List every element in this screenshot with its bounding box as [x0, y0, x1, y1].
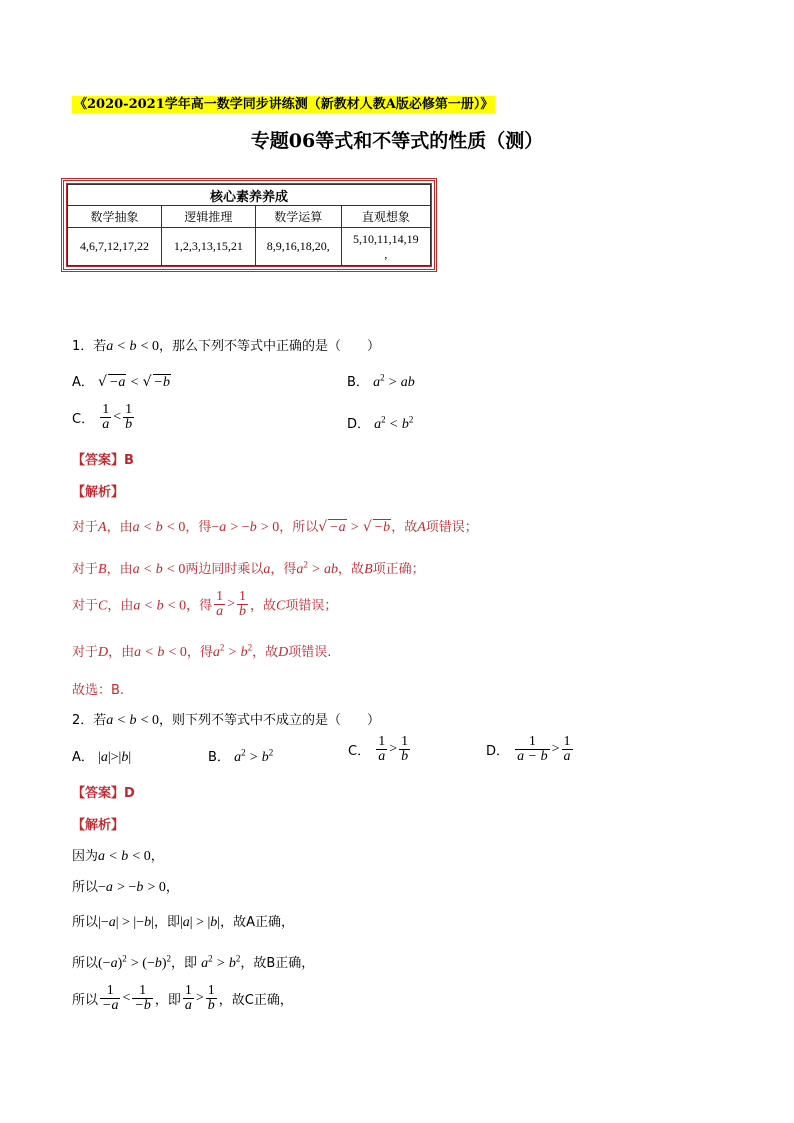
q1-option-a: A． √ −a < √ −b — [72, 374, 170, 390]
core-col-2: 逻辑推理 — [161, 206, 255, 228]
q1-lc-4: ，故 — [250, 598, 277, 614]
q2-l3a: 所以 — [72, 915, 99, 930]
core-literacy-table-frame — [61, 178, 437, 272]
q1-la-5: ，故 — [391, 520, 418, 535]
q1-option-c: C． $\frac{1}{a}$ < $\frac{1}{b}$ — [72, 402, 133, 432]
q2-l1-text: 因为 — [72, 849, 99, 864]
q1-analysis-b: 对于B，由a < b < 0两边同时乘以a，得$a^2$ > ab，故B项正确； — [72, 559, 425, 577]
q1-lb-6: 项正确； — [372, 562, 425, 577]
core-val-4 — [341, 228, 430, 266]
q1-la-6: 项错误； — [425, 520, 478, 535]
q2-l4b: ，即 — [171, 956, 198, 971]
q1-lb-4: ，得 — [270, 562, 297, 577]
q2-l5c: ，故C正确， — [218, 993, 293, 1008]
q2-opt-c-label: C． — [348, 744, 371, 759]
q1-ld-4: ，故 — [252, 645, 279, 660]
core-val-3: 8,9,16,18,20, — [255, 228, 341, 266]
q2-answer: 【答案】D — [72, 786, 135, 801]
q1-ld-2: ，由 — [108, 645, 135, 660]
q1-stem-prefix: 1．若 — [72, 339, 107, 354]
q1-ld-5: 项错误. — [288, 645, 332, 660]
core-literacy-table — [67, 184, 431, 266]
q1-la-3: ，得 — [185, 520, 212, 535]
q2-l4c: ，故B正确， — [240, 956, 315, 971]
q1-opt-b-label: B． — [347, 375, 369, 390]
q1-lc-3: ，得 — [186, 598, 213, 614]
core-col-3: 数学运算 — [255, 206, 341, 228]
q1-ld-3: ，得 — [186, 645, 213, 660]
q1-opt-d-label: D． — [347, 417, 371, 432]
core-val-1: 4,6,7,12,17,22 — [68, 228, 162, 266]
q1-ld-1: 对于 — [72, 645, 99, 660]
q2-stem: 2．若a < b < 0，则下列不等式中不成立的是（ ） — [72, 713, 381, 728]
core-val-4-tail: , — [384, 246, 388, 261]
q1-analysis-d: 对于D，由a < b < 0，得$a^2 > b^2$，故D项错误. — [72, 642, 332, 660]
q1-lb-3: 两边同时乘以 — [185, 562, 264, 577]
q2-option-d: D． $\frac{1}{a - b}$ > $\frac{1}{a}$ — [486, 734, 571, 764]
q2-l5b: ，即 — [154, 993, 181, 1008]
q2-l4a: 所以 — [72, 956, 99, 971]
q1-la-1: 对于 — [72, 520, 99, 535]
q2-stem-suffix: ，则下列不等式中不成立的是（ ） — [159, 713, 381, 728]
q1-conclusion: 故选：B. — [72, 683, 125, 698]
q1-lc-2: ，由 — [107, 598, 134, 614]
q1-analysis-a: 对于A，由a < b < 0，得−a > −b > 0，所以√ −a > √ −b，故A项错误； — [72, 519, 478, 535]
core-val-4-text: 5,10,11,14,19 — [353, 231, 419, 246]
q1-stem-suffix: ，那么下列不等式中正确的是（ ） — [159, 339, 381, 354]
q2-option-b: B． $a^2 > b^2$ — [208, 747, 274, 765]
q1-lb-5: ，故 — [338, 562, 365, 577]
q2-l3c: ，故A正确， — [220, 915, 294, 930]
q2-l3b: ，即 — [153, 915, 180, 930]
q2-l5a: 所以 — [72, 993, 99, 1008]
series-title: 《2020-2021学年高一数学同步讲练测（新教材人教A版必修第一册）》 — [74, 97, 494, 112]
core-val-2: 1,2,3,13,15,21 — [161, 228, 255, 266]
core-col-1: 数学抽象 — [68, 206, 162, 228]
q2-analysis-label: 【解析】 — [72, 818, 125, 833]
q2-analysis-4: 所以$(-a)^2 > (-b)^2$，即 $a^2 > b^2$，故B正确， — [72, 953, 315, 971]
q2-option-c: C． $\frac{1}{a}$ > $\frac{1}{b}$ — [348, 734, 409, 764]
core-col-4: 直观想象 — [341, 206, 430, 228]
doc-title: 专题06等式和不等式的性质（测） — [250, 130, 544, 152]
q2-opt-b-label: B． — [208, 750, 230, 765]
q2-stem-prefix: 2．若 — [72, 713, 107, 728]
q1-la-2: ，由 — [106, 520, 133, 535]
q1-lc-5: 项错误； — [285, 598, 338, 614]
q1-opt-c-label: C． — [72, 412, 95, 427]
q1-lb-2: ，由 — [106, 562, 133, 577]
q1-opt-a-label: A． — [72, 375, 94, 390]
core-table-heading: 核心素养养成 — [68, 185, 431, 206]
q1-answer: 【答案】B — [72, 453, 134, 468]
q2-analysis-2: 所以−a > −b > 0， — [72, 880, 179, 895]
q2-opt-d-label: D． — [486, 744, 510, 759]
q2-opt-a-label: A． — [72, 750, 94, 765]
q2-analysis-1: 因为a < b < 0， — [72, 849, 164, 864]
q1-option-b: B． $a^2$ > ab — [347, 372, 415, 390]
q1-analysis-label: 【解析】 — [72, 485, 125, 500]
q1-la-4: ，所以 — [279, 520, 319, 535]
q2-analysis-3: 所以|−a| > |−b|，即|a| > |b|，故A正确， — [72, 915, 294, 930]
q1-lb-1: 对于 — [72, 562, 99, 577]
q1-lc-1: 对于 — [72, 598, 99, 614]
q2-analysis-5: 所以 $\frac{1}{-a}$ < $\frac{1}{-b}$ ，即 $\frac{1}{a}$ > $\frac{1}{b}$ ，故C正确， — [72, 983, 293, 1013]
q1-stem: 1．若a < b < 0，那么下列不等式中正确的是（ ） — [72, 339, 381, 354]
q1-option-d: D． $a^2 < b^2$ — [347, 414, 414, 432]
q2-option-a: A． |a|>|b| — [72, 750, 132, 765]
q1-analysis-c: 对于C，由a < b < 0，得 $\frac{1}{a}$ > $\frac{1}{b}$ ，故C项错误； — [72, 589, 338, 619]
q2-l2-text: 所以 — [72, 880, 99, 895]
